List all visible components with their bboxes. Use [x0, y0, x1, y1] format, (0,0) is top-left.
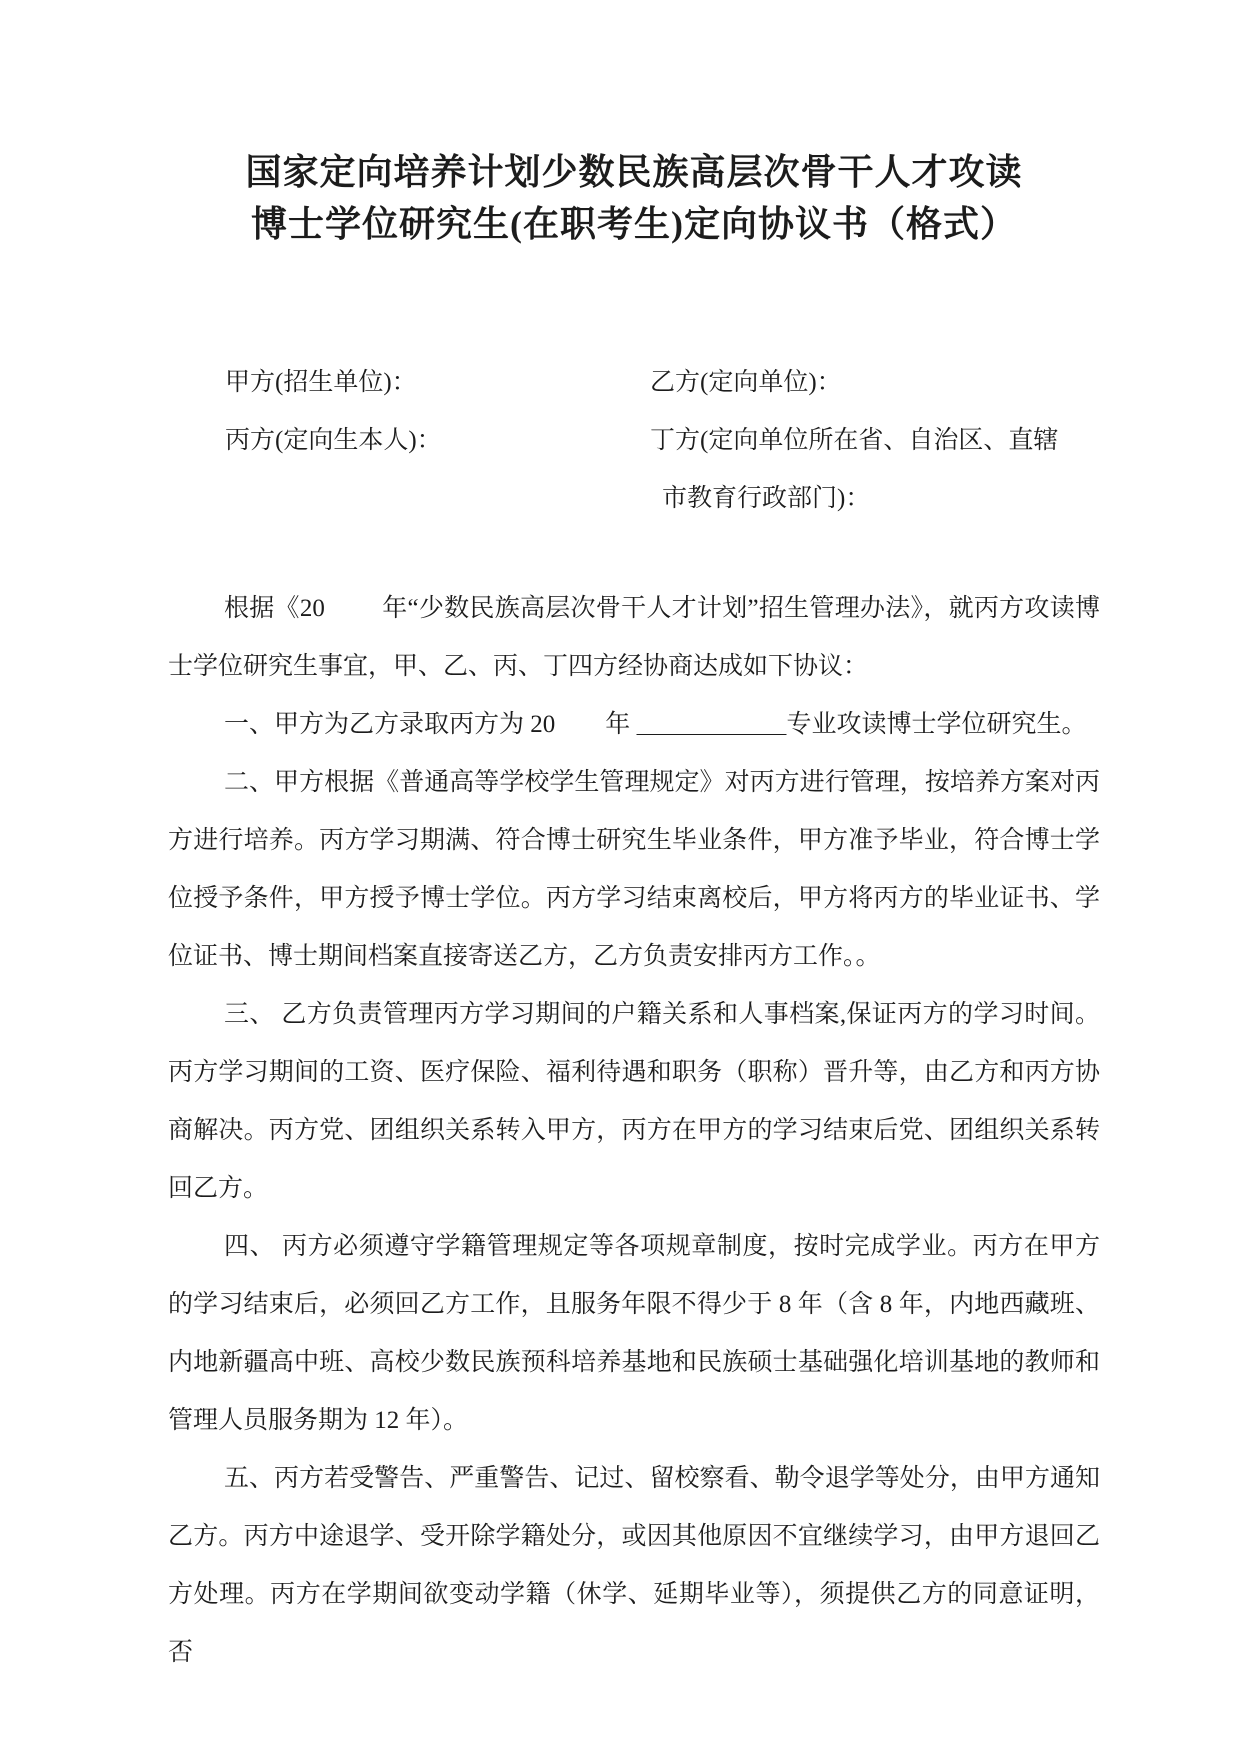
document-title: [168, 146, 1100, 250]
party-a-label: 甲方(招生单位)：: [225, 369, 417, 396]
clause-1: 一、甲方为乙方录取丙方为 20 年 ＿＿＿＿＿＿专业攻读博士学位研究生。: [224, 711, 1087, 738]
clause-4: 四、 丙方必须遵守学籍管理规定等各项规章制度，按时完成学业。丙方在甲方的学习结束后，必须回乙方工作，且服务年限不得少于 8 年（含 8 年，内地西藏班、内地新疆高中班、高校少数民族预科培养基地和民族硕士基础强化培训基地的教师和管理人员服务期为 12 年）。: [168, 1233, 1100, 1434]
clause-2: 二、甲方根据《普通高等学校学生管理规定》对丙方进行管理，按培养方案对丙方进行培养。丙方学习期满、符合博士研究生毕业条件，甲方准予毕业，符合博士学位授予条件，甲方授予博士学位。丙方学习结束离校后，甲方将丙方的毕业证书、学位证书、博士期间档案直接寄送乙方，乙方负责安排丙方工作。。: [168, 769, 1100, 970]
party-c-label: 丙方(定向生本人)：: [225, 427, 442, 454]
party-b-label: 乙方(定向单位)：: [650, 369, 842, 396]
clause-5: 五、丙方若受警告、严重警告、记过、留校察看、勒令退学等处分，由甲方通知乙方。丙方中途退学、受开除学籍处分，或因其他原因不宜继续学习，由甲方退回乙方处理。丙方在学期间欲变动学籍（休学、延期毕业等），须提供乙方的同意证明，否: [168, 1465, 1100, 1666]
party-block: [168, 354, 1100, 528]
intro-paragraph: 根据《20 年“少数民族高层次骨干人才计划”招生管理办法》，就丙方攻读博士学位研究生事宜，甲、乙、丙、丁四方经协商达成如下协议：: [168, 595, 1100, 680]
agreement-body: [168, 580, 1100, 1682]
document-title-line-2: 博士学位研究生(在职考生)定向协议书（格式）: [251, 204, 1017, 244]
document-title-line-1: 国家定向培养计划少数民族高层次骨干人才攻读: [245, 152, 1023, 192]
clause-3: 三、 乙方负责管理丙方学习期间的户籍关系和人事档案,保证丙方的学习时间。丙方学习期间的工资、医疗保险、福利待遇和职务（职称）晋升等，由乙方和丙方协商解决。丙方党、团组织关系转入甲方，丙方在甲方的学习结束后党、团组织关系转回乙方。: [168, 1001, 1100, 1202]
party-d-label: 丁方(定向单位所在省、自治区、直辖市教育行政部门)：: [650, 427, 1059, 512]
